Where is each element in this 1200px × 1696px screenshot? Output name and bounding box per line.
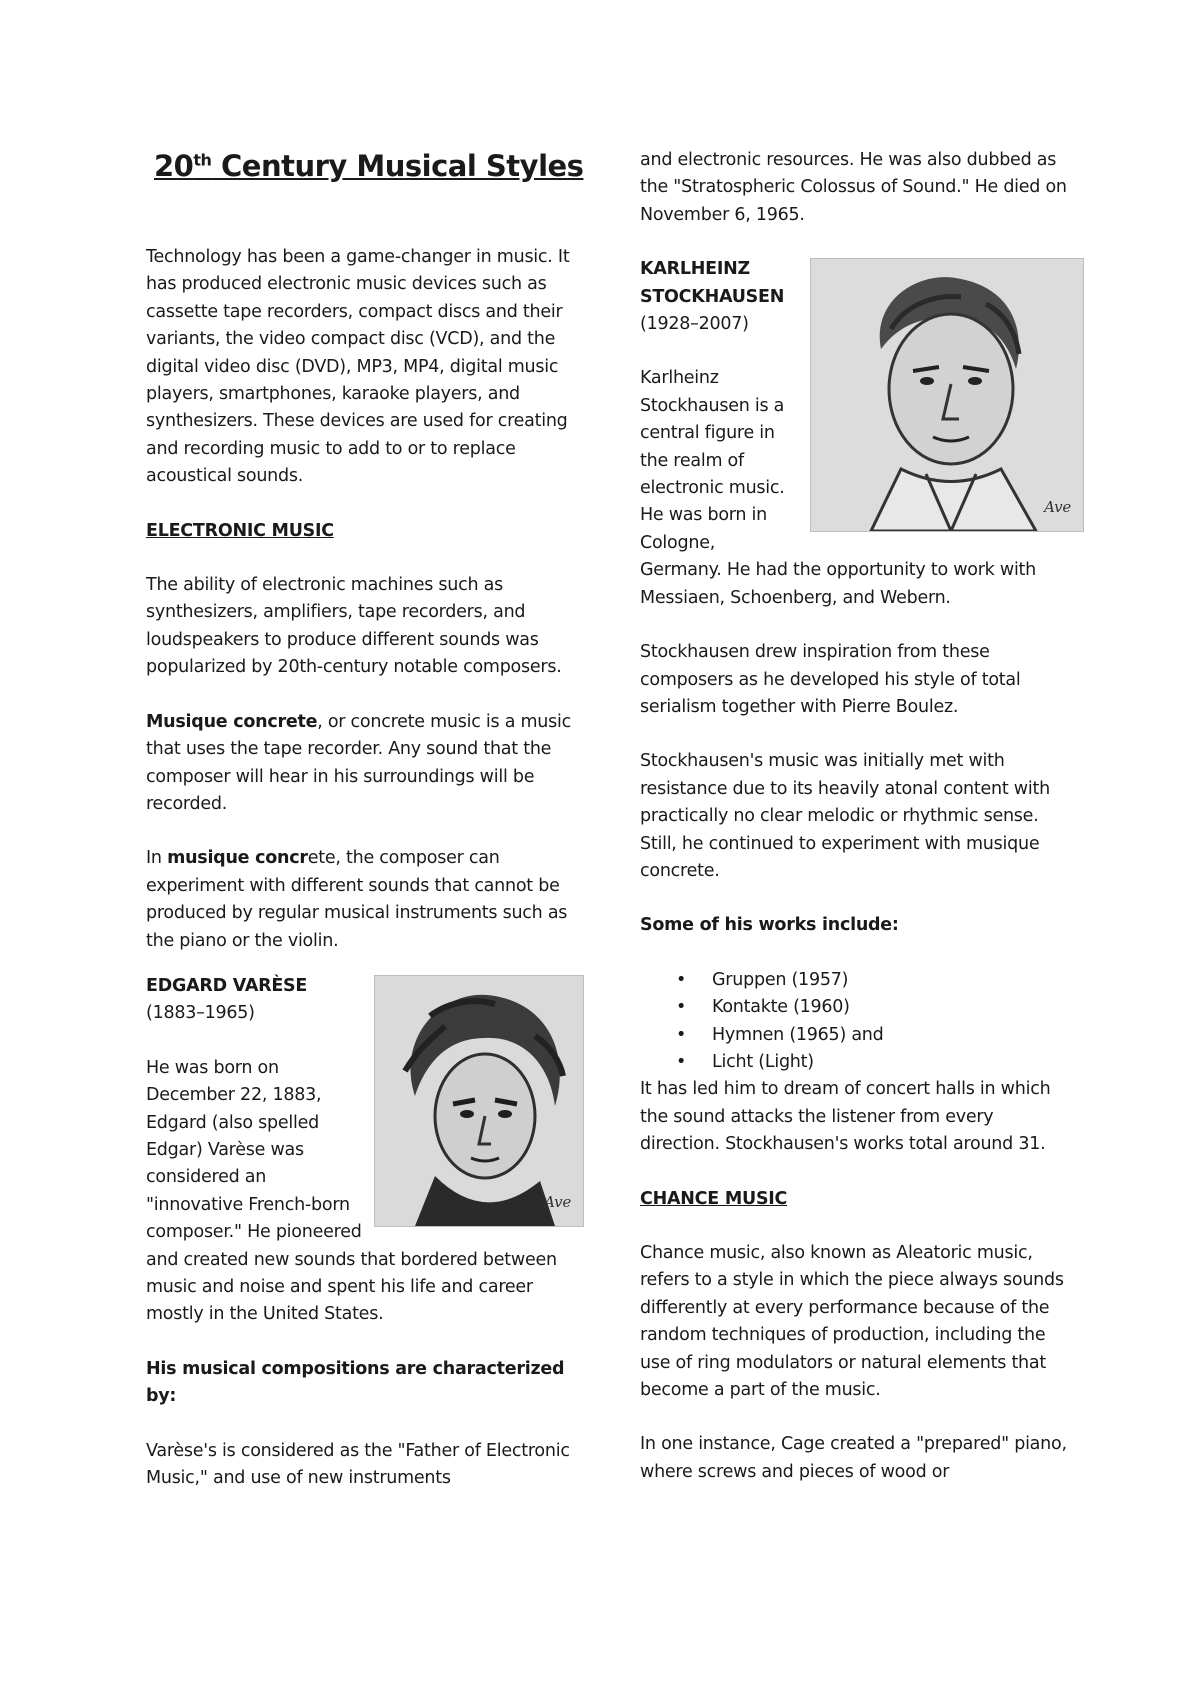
electronic-music-heading: ELECTRONIC MUSIC [146, 520, 334, 541]
stockhausen-dream: It has led him to dream of concert halls in which the sound attacks the listener from every direction. Stockhausen's works total around 31. [640, 1079, 1051, 1155]
chance-music-heading: CHANCE MUSIC [640, 1188, 788, 1209]
works-list-item: • Licht (Light) [712, 1049, 1070, 1076]
works-list-item: • Kontakte (1960) [712, 994, 1070, 1021]
stockhausen-sketch [811, 259, 1083, 531]
stockhausen-resistance: Stockhausen's music was initially met with resistance due to its heavily atonal content with practically no clear melodic or rhythmic sense. Still, he continued to experiment with musique concrete. [640, 751, 1050, 881]
musique-concrete-paragraph-2: In musique concrete, the composer can experiment with different sounds that cannot be produced by regular musical instruments such as the piano or the violin. [146, 848, 568, 951]
stockhausen-dates: (1928–2007) [640, 314, 749, 335]
intro-paragraph: Technology has been a game-changer in music. It has produced electronic music devices such as cassette tape recorders, compact discs and their variants, the video compact disc (VCD), and the digital video disc (DVD), MP3, MP4, digital music players, smartphones, karaoke players, and synthesizers. These devices are used for creating and recording music to add to or to replace acoustical sounds. [146, 247, 570, 487]
stockhausen-works-list [640, 967, 1070, 1077]
stockhausen-name: KARLHEINZ STOCKHAUSEN [640, 259, 785, 307]
varese-portrait-image [374, 975, 584, 1227]
stockhausen-signature: Ave [1044, 497, 1071, 516]
stockhausen-portrait-image [810, 258, 1084, 532]
works-list-item: • Gruppen (1957) [712, 967, 1070, 994]
page-title: 20th Century Musical Styles [154, 149, 584, 183]
varese-dates: (1883–1965) [146, 1003, 255, 1024]
electronic-paragraph-1: The ability of electronic machines such as synthesizers, amplifiers, tape recorders, and loudspeakers to produce different sounds was popularized by 20th-century notable composers. [146, 575, 562, 678]
right-column [640, 147, 1070, 1486]
stockhausen-works-heading: Some of his works include: [640, 915, 899, 936]
varese-compositions-heading: His musical compositions are characterized by: [146, 1358, 565, 1407]
works-list-item: • Hymnen (1965) and [712, 1022, 1070, 1049]
varese-father-text: Varèse's is considered as the "Father of Electronic Music," and use of new instruments [146, 1440, 570, 1489]
varese-bio: He was born on December 22, 1883, Edgard (also spelled Edgar) Varèse was considered an "innovative French-born composer." He pioneered and created new sounds that bordered between music and noise and spent his life and career mostly in the United States. [146, 1057, 557, 1325]
varese-signature: Ave [544, 1192, 571, 1211]
varese-continued-text: and electronic resources. He was also dubbed as the "Stratospheric Colossus of Sound." He died on November 6, 1965. [640, 150, 1067, 225]
stockhausen-inspiration: Stockhausen drew inspiration from these composers as he developed his style of total serialism together with Pierre Boulez. [640, 642, 1021, 717]
varese-name: EDGARD VARÈSE [146, 975, 308, 996]
left-column [146, 244, 576, 1492]
stockhausen-bio: Karlheinz Stockhausen is a central figure in the realm of electronic music. He was born in Cologne, Germany. He had the opportunity to work with Messiaen, Schoenberg, and Webern. [640, 368, 1037, 608]
musique-concrete-paragraph: Musique concrete, or concrete music is a music that uses the tape recorder. Any sound that the composer will hear in his surroundings will be recorded. [146, 711, 571, 814]
chance-paragraph-2: In one instance, Cage created a "prepared" piano, where screws and pieces of wood or [640, 1434, 1067, 1482]
chance-paragraph-1: Chance music, also known as Aleatoric music, refers to a style in which the piece always sounds differently at every performance because of the random techniques of production, including the use of ring modulators or natural elements that become a part of the music. [640, 1243, 1064, 1401]
